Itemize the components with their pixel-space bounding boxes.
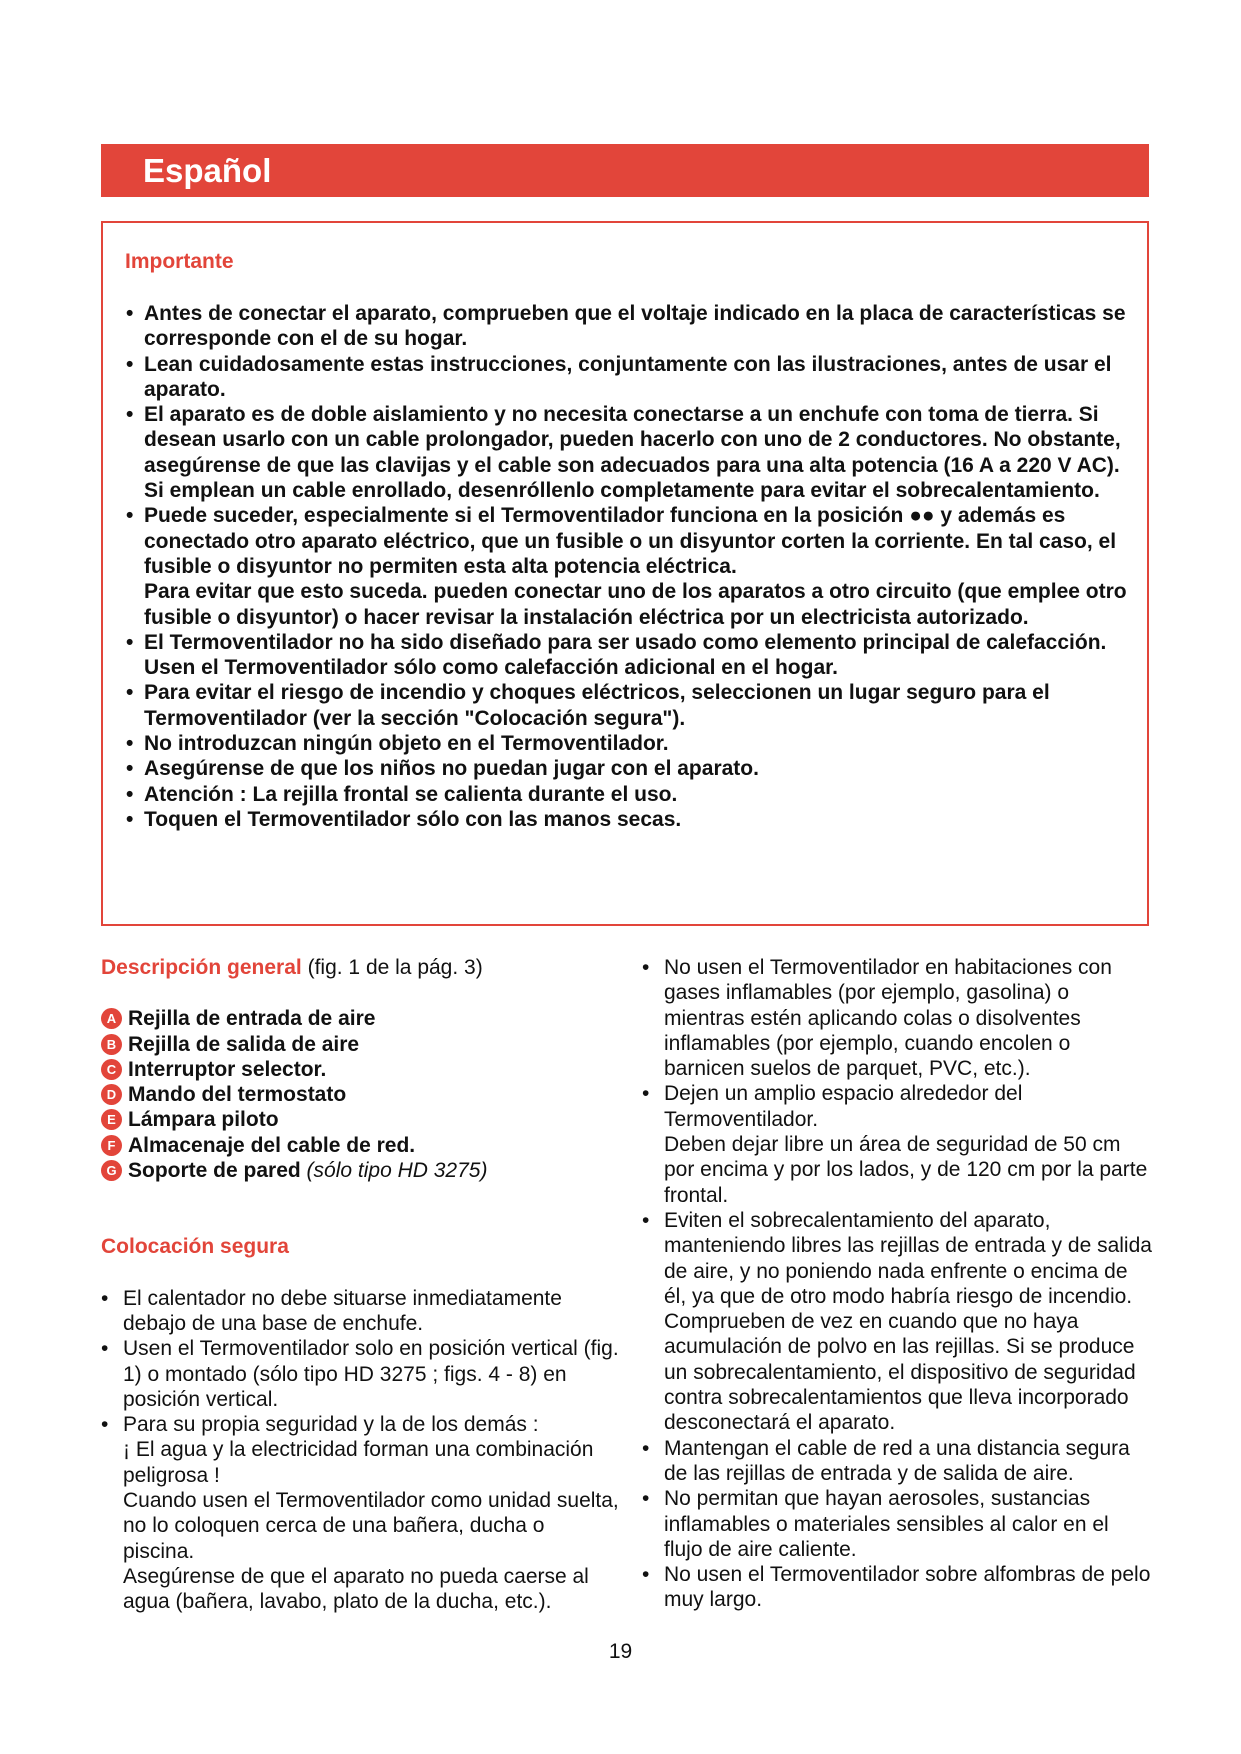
bullet-icon: • [126,807,134,831]
paragraph: Atención : La rejilla frontal se calienta durante el uso. [144,782,678,806]
paragraph: Asegúrense de que los niños no puedan jugar con el aparato. [144,757,759,781]
part-label: Soporte de pared [128,1159,301,1183]
paragraph: El calentador no debe situarse inmediatamente debajo de una base de enchufe. [123,1286,562,1335]
bullet-icon: • [642,956,650,979]
part-item [101,1158,621,1183]
language-title: Español [143,152,272,189]
paragraph: No usen el Termoventilador sobre alfombras de pelo muy largo. [664,1563,1151,1612]
part-label: Almacenaje del cable de red. [128,1133,416,1157]
safe-placement-title: Colocación segura [101,1235,289,1259]
paragraph: No introduzcan ningún objeto en el Termoventilador. [144,732,669,756]
safety-list [642,955,1152,1613]
bullet-icon: • [642,1436,650,1460]
part-label: Lámpara piloto [128,1108,279,1132]
letter-badge-icon: A [101,1008,122,1029]
paragraph: Toquen el Termoventilador sólo con las manos secas. [144,807,682,831]
important-item [123,402,1133,503]
bullet-icon: • [642,1487,650,1511]
bullet-icon: • [126,757,134,781]
letter-badge-icon: B [101,1034,122,1055]
part-note: (sólo tipo HD 3275) [306,1159,488,1183]
safe-placement-list [101,1286,621,1615]
safety-item [642,1436,1152,1487]
bullet-icon: • [642,1208,650,1232]
part-item [101,1032,621,1057]
bullet-icon: • [126,403,134,427]
paragraph: ¡ El agua y la electricidad forman una combinación peligrosa ! [123,1438,594,1487]
bullet-icon: • [101,1413,109,1437]
bullet-icon: • [101,1337,109,1361]
paragraph: Cuando usen el Termoventilador como unidad suelta, no lo coloquen cerca de una bañera, ducha o piscina. [123,1489,619,1563]
paragraph: Puede suceder, especialmente si el Termoventilador funciona en la posición ●● y además es conectado otro aparato eléctrico, que un fusible o un disyuntor corten la corriente. En tal caso, el fusible o disyuntor no permiten esta alta potencia eléctrica. [144,504,1117,578]
part-item [101,1107,621,1132]
safe-placement-item [101,1412,621,1614]
paragraph: Usen el Termoventilador solo en posición vertical (fig. 1) o montado (sólo tipo HD 3275 ; figs. 4 - 8) en posición vertical. [123,1337,619,1411]
paragraph: Para evitar que esto suceda. pueden conectar uno de los aparatos a otro circuito (que emplee otro fusible o disyuntor) o hacer revisar la instalación eléctrica por un electricista autorizado. [144,580,1127,629]
bullet-icon: • [126,630,134,654]
letter-badge-icon: D [101,1084,122,1105]
paragraph: Deben dejar libre un área de seguridad de 50 cm por encima y por los lados, y de 120 cm por la parte frontal. [664,1133,1148,1207]
paragraph: Dejen un amplio espacio alrededor del Termoventilador. [664,1082,1023,1131]
safety-item [642,1486,1152,1562]
paragraph: Lean cuidadosamente estas instrucciones, conjuntamente con las ilustraciones, antes de usar el aparato. [144,352,1112,401]
bullet-icon: • [642,1082,650,1106]
part-label: Rejilla de entrada de aire [128,1007,376,1031]
important-title: Importante [125,250,234,273]
paragraph: Asegúrense de que el aparato no pueda caerse al agua (bañera, lavabo, plato de la ducha, etc.). [123,1564,589,1614]
bullet-icon: • [101,1286,109,1310]
paragraph: Comprueben de vez en cuando que no haya acumulación de polvo en las rejillas. Si se produce un sobrecalentamiento, el dispositivo de seguridad contra sobrecalentamientos que lleva incorporado desconectará el aparato. [664,1310,1136,1435]
part-item [101,1006,621,1031]
safe-placement-item [101,1286,621,1337]
part-item [101,1082,621,1107]
bullet-icon: • [126,782,134,806]
part-label: Mando del termostato [128,1083,347,1107]
paragraph: No usen el Termoventilador en habitaciones con gases inflamables (por ejemplo, gasolina) o mientras estén aplicando colas o disolventes inflamables (por ejemplo, cuando encolen o barnicen suelos de parquet, PVC, etc.). [664,956,1112,1081]
important-item [123,680,1133,731]
part-label: Interruptor selector. [128,1057,327,1081]
bullet-icon: • [642,1563,650,1587]
paragraph: Antes de conectar el aparato, comprueben que el voltaje indicado en la placa de características se corresponde con el de su hogar. [144,302,1126,351]
left-column [101,955,621,1615]
description-ref: (fig. 1 de la pág. 3) [307,956,483,979]
bullet-icon: • [126,504,134,528]
letter-badge-icon: C [101,1059,122,1080]
important-item [123,782,1133,807]
description-heading [101,955,621,980]
bullet-icon: • [126,302,134,325]
important-item [123,731,1133,756]
paragraph: Eviten el sobrecalentamiento del aparato, manteniendo libres las rejillas de entrada y de salida de aire, y no poniendo nada enfrente o encima de él, ya que de otro modo habría riesgo de incendio. [664,1208,1152,1308]
important-item [123,352,1133,403]
important-list [123,301,1133,832]
important-item [123,301,1133,352]
important-item [123,756,1133,781]
description-title: Descripción general [101,956,302,979]
paragraph: El Termoventilador no ha sido diseñado para ser usado como elemento principal de calefacción. Usen el Termoventilador sólo como calefacción adicional en el hogar. [144,630,1107,680]
paragraph: No permitan que hayan aerosoles, sustancias inflamables o materiales sensibles al calor en el flujo de aire caliente. [664,1487,1109,1561]
bullet-icon: • [126,732,134,756]
paragraph: Mantengan el cable de red a una distancia segura de las rejillas de entrada y de salida de aire. [664,1436,1130,1485]
paragraph: Para evitar el riesgo de incendio y choques eléctricos, seleccionen un lugar seguro para el Termoventilador (ver la sección "Colocación segura"). [144,681,1050,730]
parts-list [101,1006,621,1183]
right-column [642,955,1152,1613]
important-item [123,630,1133,681]
part-label: Rejilla de salida de aire [128,1032,360,1056]
paragraph: Si emplean un cable enrollado, desenróllenlo completamente para evitar el sobrecalentamiento. [144,479,1100,503]
safety-item [642,955,1152,1081]
paragraph: El aparato es de doble aislamiento y no necesita conectarse a un enchufe con toma de tierra. Si desean usarlo con un cable prolongador, pueden hacerlo con uno de 2 conductores. No obstante, asegúrense de que las clavijas y el cable son adecuados para una alta potencia (16 A a 220 V AC). [144,403,1121,477]
important-item [123,503,1133,629]
safe-placement-item [101,1336,621,1412]
bullet-icon: • [126,681,134,705]
part-item [101,1133,621,1158]
part-item [101,1057,621,1082]
paragraph: Para su propia seguridad y la de los demás : [123,1413,539,1437]
safety-item [642,1081,1152,1207]
important-box [101,221,1149,926]
letter-badge-icon: E [101,1109,122,1130]
letter-badge-icon: G [101,1160,122,1181]
page-number: 19 [608,1640,633,1663]
language-banner [101,144,1149,197]
safety-item [642,1562,1152,1613]
important-item [123,807,1133,832]
letter-badge-icon: F [101,1135,122,1156]
safety-item [642,1208,1152,1436]
bullet-icon: • [126,352,134,376]
